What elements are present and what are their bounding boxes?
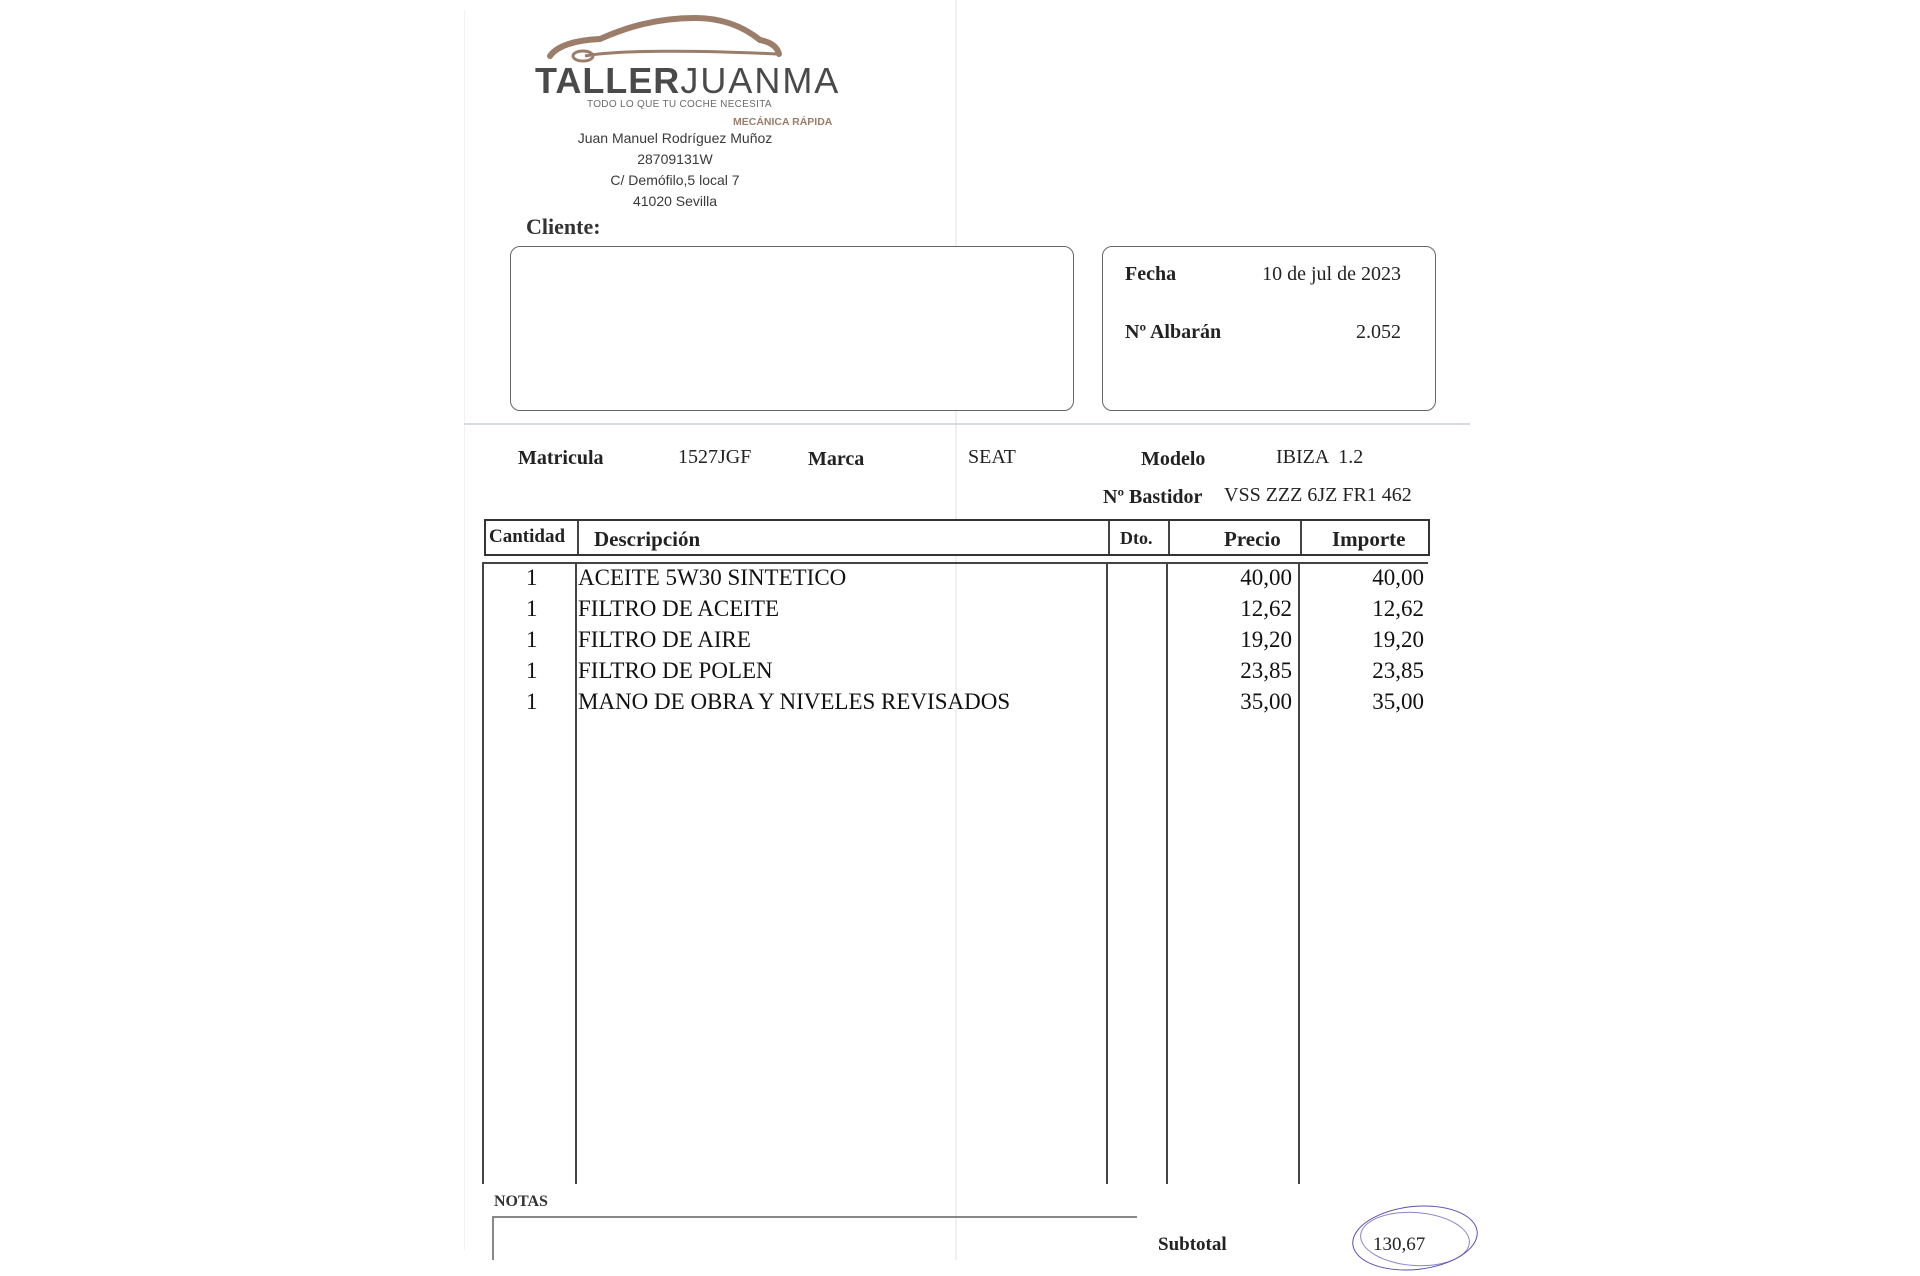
row-amount: 23,85 [1372, 658, 1424, 683]
row-description: FILTRO DE ACEITE [578, 596, 780, 621]
logo-wordmark [535, 60, 840, 102]
row-description: FILTRO DE AIRE [578, 627, 751, 652]
header-divider [1300, 521, 1302, 554]
subtotal-label: Subtotal [1158, 1234, 1227, 1255]
section-divider [464, 423, 1470, 425]
delivery-note-label: Nº Albarán [1125, 321, 1222, 343]
company-logo [525, 10, 845, 130]
vin-value: VSS ZZZ 6JZ FR1 462 [1224, 484, 1412, 506]
row-qty: 1 [526, 596, 538, 621]
row-price: 19,20 [1240, 627, 1292, 652]
header-divider [577, 521, 579, 554]
discount-header: Dto. [1120, 528, 1153, 548]
owner-name: Juan Manuel Rodríguez Muñoz [577, 130, 773, 146]
row-description: FILTRO DE POLEN [578, 658, 773, 683]
logo-taller-text: TALLER [535, 60, 681, 101]
row-description: ACEITE 5W30 SINTETICO [578, 565, 847, 590]
brand-label: Marca [808, 448, 865, 470]
row-amount: 19,20 [1372, 627, 1424, 652]
row-amount: 40,00 [1372, 565, 1424, 590]
notes-top-line [492, 1216, 1137, 1218]
header-divider [1108, 521, 1110, 554]
logo-juanma-text: JUANMA [680, 60, 841, 101]
qty-header: Cantidad [489, 526, 566, 547]
row-qty: 1 [526, 565, 538, 590]
tax-id: 28709131W [637, 151, 713, 167]
vin-label: Nº Bastidor [1103, 486, 1203, 508]
row-qty: 1 [526, 658, 538, 683]
header-divider [1168, 521, 1170, 554]
row-amount: 12,62 [1372, 596, 1424, 621]
logo-service: MECÁNICA RÁPIDA [733, 116, 833, 128]
row-qty: 1 [526, 627, 538, 652]
price-header: Precio [1224, 527, 1281, 551]
table-row [482, 686, 1428, 717]
city-address: 41020 Sevilla [632, 193, 718, 209]
items-table-body [482, 562, 1428, 722]
document-info-box [1102, 246, 1436, 411]
row-price: 23,85 [1240, 658, 1292, 683]
street-address: C/ Demófilo,5 local 7 [610, 172, 740, 188]
items-table-header [484, 519, 1430, 556]
description-header: Descripción [594, 527, 701, 551]
logo-tagline: TODO LO QUE TU COCHE NECESITA [587, 99, 772, 110]
plate-label: Matricula [518, 447, 604, 469]
delivery-note-value: 2.052 [1356, 321, 1401, 343]
table-row [482, 562, 1428, 593]
client-label: Cliente: [526, 214, 601, 239]
row-price: 12,62 [1240, 596, 1292, 621]
row-price: 40,00 [1240, 565, 1292, 590]
table-row [482, 593, 1428, 624]
amount-header: Importe [1332, 527, 1406, 551]
row-description: MANO DE OBRA Y NIVELES REVISADOS [578, 689, 1011, 714]
client-box [510, 246, 1074, 411]
model-value: IBIZA 1.2 [1276, 446, 1364, 468]
subtotal-value: 130,67 [1373, 1234, 1426, 1255]
date-label: Fecha [1125, 263, 1177, 285]
plate-value: 1527JGF [678, 446, 752, 468]
paper-edge-line [464, 10, 465, 1250]
row-qty: 1 [526, 689, 538, 714]
date-value: 10 de jul de 2023 [1262, 263, 1401, 285]
brand-value: SEAT [968, 446, 1016, 468]
model-label: Modelo [1141, 448, 1206, 470]
row-amount: 35,00 [1372, 689, 1424, 714]
table-row [482, 624, 1428, 655]
notes-left-line [492, 1216, 494, 1260]
row-price: 35,00 [1240, 689, 1292, 714]
notes-label: NOTAS [494, 1193, 548, 1210]
table-row [482, 655, 1428, 686]
